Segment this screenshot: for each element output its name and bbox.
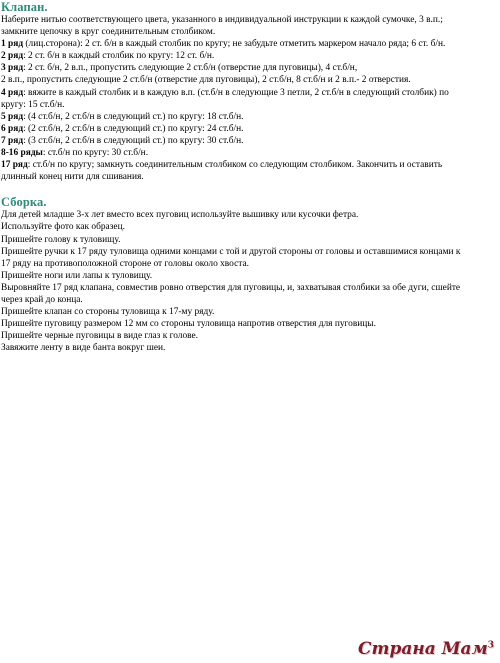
row-label: 8-16 ряды [1,148,43,159]
klapan-line [1,50,495,62]
sborka-line [1,246,495,258]
line-text: Пришейте ноги или лапы к туловищу. [1,270,153,281]
sborka-line [1,342,495,354]
section-gap [1,183,495,195]
watermark-text: Страна Мам [357,639,488,659]
klapan-line [1,171,495,183]
row-label: 3 ряд [1,63,24,74]
line-text: Пришейте пуговицу размером 12 мм со стороны туловища напротив отверстия для пуговицы. [1,319,376,330]
line-text: через край до конца. [1,294,83,305]
sborka-line [1,282,495,294]
klapan-line [1,123,495,135]
line-text: Выровняйте 17 ряд клапана, совместив ровно отверстия для пуговицы, и, захватывая столбики за обе дуги, сшейте [1,282,461,293]
row-label: 17 ряд [1,160,28,171]
line-text: : 2 ст. б/н в каждый столбик по кругу: 12 ст. б/н. [23,51,215,62]
klapan-line [1,87,495,99]
sborka-line [1,318,495,330]
line-text: Пришейте ручки к 17 ряду туловища одними концами с той и другой стороны от головы и оставшимися концами к [1,246,461,257]
line-text: (лиц.сторона): 2 ст. б/н в каждый столбик по кругу; не забудьте отметить маркером начало ряда; 6 ст. б/н. [23,39,446,50]
sborka-line [1,270,495,282]
line-text: : вяжите в каждый столбик и в каждую в.п. (ст.б/н в следующие 3 петли, 2 ст.б/н в следующий столбик) по [23,87,449,98]
line-text: Завяжите ленту в виде банта вокруг шеи. [1,343,166,354]
line-text: Пришейте черные пуговицы в виде глаз к голове. [1,331,199,342]
row-label: 4 ряд [1,87,24,98]
line-text: 17 ряду на противоположной стороне от головы около хвоста. [1,258,249,269]
klapan-line [1,74,495,86]
sborka-line [1,294,495,306]
sborka-instructions [1,209,495,354]
klapan-line [1,38,495,50]
line-text: : (2 ст.б/н, 2 ст.б/н в следующий ст.) по кругу: 24 ст.б/н. [23,123,244,134]
row-label: 5 ряд [1,111,24,122]
line-text: : ст.б/н по кругу; замкнуть соединительным столбиком со следующим столбиком. Закончить и оставить [27,160,443,171]
row-label: 6 ряд [1,123,24,134]
line-text: замкните цепочку в круг соединительным столбиком. [1,27,216,38]
watermark-superscript: 3 [487,640,494,651]
klapan-line [1,111,495,123]
klapan-line [1,159,495,171]
klapan-line [1,62,495,74]
line-text: Для детей младше 3-х лет вместо всех пуговиц используйте вышивку или кусочки фетра. [1,210,359,221]
instructions-page [1,0,495,354]
klapan-line [1,26,495,38]
line-text: Наберите нитью соответствующего цвета, указанного в индивидуальной инструкции к каждой сумочке, 3 в.п.; [1,15,443,25]
sborka-line [1,209,495,221]
sborka-line [1,221,495,233]
line-text: Пришейте клапан со стороны туловища к 17-му ряду. [1,307,215,318]
line-text: 2 в.п., пропустить следующие 2 ст.б/н (отверстие для пуговицы), 2 ст.б/н, 8 ст.б/н и 2 в.п.- 2 отверстия. [1,75,411,86]
sborka-line [1,330,495,342]
klapan-line [1,14,495,26]
row-label: 2 ряд [1,51,24,62]
line-text: : ст.б/н по кругу: 30 ст.б/н. [42,148,149,159]
row-label: 7 ряд [1,135,24,146]
line-text: кругу: 15 ст.б/н. [1,99,65,110]
section-title-sborka: Сборка. [1,195,47,210]
line-text: Пришейте голову к туловищу. [1,234,121,245]
row-label: 1 ряд [1,39,24,50]
klapan-instructions [1,14,495,183]
site-watermark-logo [358,639,494,659]
line-text: : (3 ст.б/н, 2 ст.б/н в следующий ст.) по кругу: 30 ст.б/н. [23,135,244,146]
line-text: Используйте фото как образец. [1,222,125,233]
sborka-line [1,306,495,318]
klapan-line [1,147,495,159]
sborka-line [1,234,495,246]
line-text: : 2 ст. б/н, 2 в.п., пропустить следующие 2 ст.б/н (отверстие для пуговицы), 4 ст.б/н, [23,63,358,74]
klapan-line [1,135,495,147]
line-text: длинный конец нити для сшивания. [1,172,144,183]
line-text: : (4 ст.б/н, 2 ст.б/н в следующий ст.) по кругу: 18 ст.б/н. [23,111,244,122]
sborka-line [1,258,495,270]
section-title-klapan: Клапан. [1,0,48,14]
klapan-line [1,99,495,111]
